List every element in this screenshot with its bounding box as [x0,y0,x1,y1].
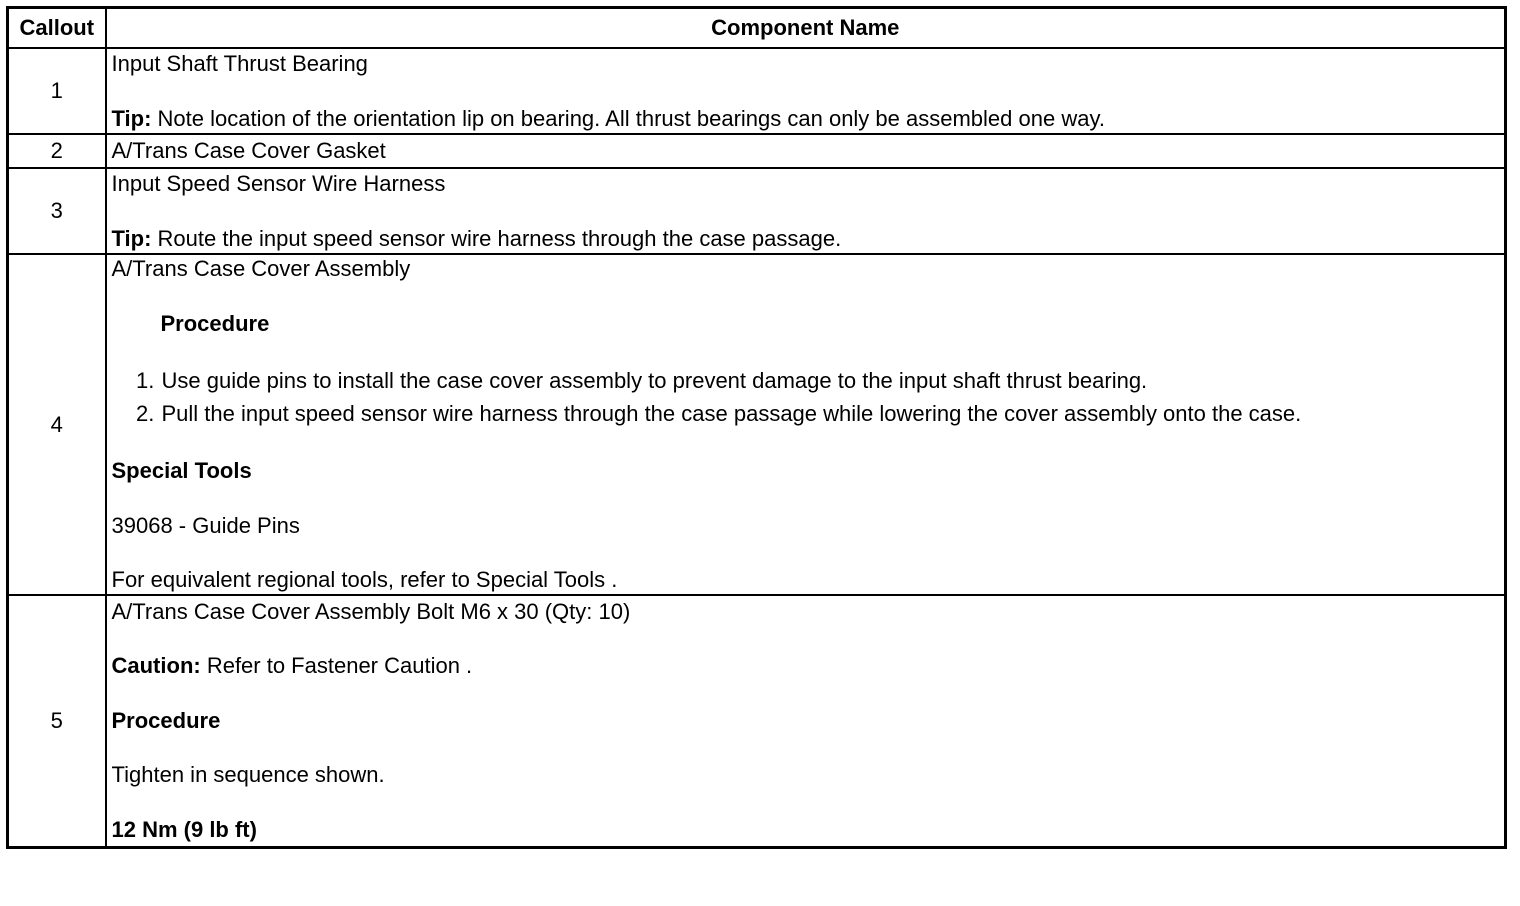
table-row [8,595,1506,848]
tip-text: Note location of the orientation lip on bearing. All thrust bearings can only be assembled one way. [151,105,1105,131]
caution-text: Refer to Fastener Caution . [200,653,473,679]
callout-number: 2 [8,134,106,168]
table-row [8,48,1506,134]
regional-tools-note: For equivalent regional tools, refer to Special Tools . [111,567,618,592]
tip-note [112,225,1500,253]
component-name: A/Trans Case Cover Assembly [111,256,411,281]
callout-number: 5 [8,595,106,848]
header-row [8,8,1506,49]
procedure-heading: Procedure [111,707,221,733]
tip-label: Tip: [111,225,152,251]
tip-text: Route the input speed sensor wire harness through the case passage. [151,225,842,251]
component-cell [106,254,1506,595]
torque-spec: 12 Nm (9 lb ft) [111,816,257,842]
table-row [8,134,1506,168]
special-tools-heading: Special Tools [111,458,252,483]
procedure-heading: Procedure [160,310,270,336]
component-name: Input Speed Sensor Wire Harness [111,171,446,196]
component-cell [106,168,1506,254]
procedure-step: 1. Use guide pins to install the case cover assembly to prevent damage to the input shaft thrust bearing. [161,364,1500,397]
callout-number: 4 [8,254,106,595]
procedure-steps [112,364,1500,430]
procedure-text: Tighten in sequence shown. [111,762,385,788]
tip-label: Tip: [111,105,152,131]
special-tool-item: 39068 - Guide Pins [111,512,300,538]
component-cell [106,48,1506,134]
component-name: A/Trans Case Cover Gasket [111,138,386,164]
component-table [6,6,1507,849]
callout-number: 1 [8,48,106,134]
table-row [8,254,1506,595]
caution-note [112,652,1500,680]
callout-number: 3 [8,168,106,254]
tip-note [112,105,1500,133]
callout-header: Callout [8,8,106,49]
component-cell [106,595,1506,848]
component-cell [106,134,1506,168]
component-name-header: Component Name [106,8,1506,49]
table-row [8,168,1506,254]
component-name: Input Shaft Thrust Bearing [111,51,368,76]
procedure-step: 2. Pull the input speed sensor wire harness through the case passage while lowering the cover assembly onto the case. [161,397,1500,430]
component-name: A/Trans Case Cover Assembly Bolt M6 x 30 (Qty: 10) [111,598,631,624]
caution-label: Caution: [111,653,201,679]
